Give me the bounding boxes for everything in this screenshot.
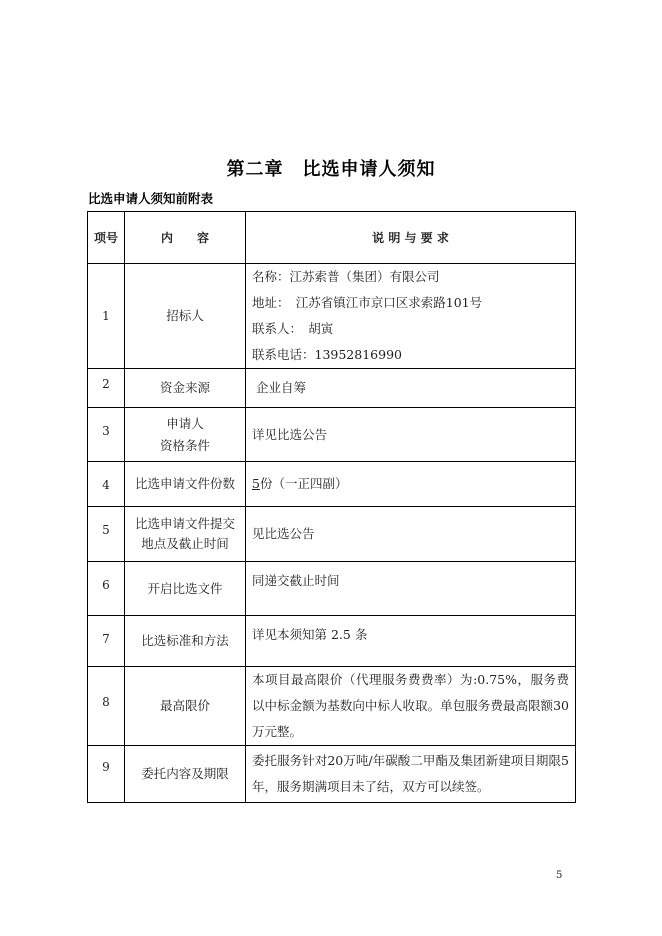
table-row [88,667,576,746]
row-item: 资金来源 [125,369,246,408]
chapter-title: 第二章 比选申请人须知 [226,159,436,180]
table-title: 比选申请人须知前附表 [88,191,214,206]
row-no: 5 [88,507,125,562]
row-item: 最高限价 [125,667,246,746]
row-no: 7 [88,616,125,667]
row-no: 2 [88,369,125,408]
header-desc: 说 明 与 要 求 [246,212,576,264]
table-row [88,264,576,369]
table-header [88,212,576,264]
row-desc: 见比选公告 [246,507,576,562]
desc-line: 名称：江苏索普（集团）有限公司 [252,269,440,284]
desc-line: 地址： 江苏省镇江市京口区求索路101号 [252,295,483,310]
row-desc: 详见本须知第 2.5 条 [246,616,576,667]
desc-line: 联系电话：13952816990 [252,347,402,362]
table-row [88,616,576,667]
row-item: 招标人 [125,264,246,369]
row-desc: 企业自筹 [246,369,576,408]
row-item: 申请人 资格条件 [125,408,246,462]
copies-text: 份（一正四副） [259,476,348,491]
requirements-table [87,211,576,803]
row-item: 比选标准和方法 [125,616,246,667]
row-no: 4 [88,462,125,507]
row-no: 9 [88,746,125,803]
desc-line: 联系人： 胡寅 [252,321,334,336]
row-desc: 本项目最高限价（代理服务费费率）为:0.75%，服务费以中标金额为基数向中标人收取。单包服务费最高限额30万元整。 [246,667,576,746]
page-number: 5 [556,870,563,881]
row-desc [246,462,576,507]
row-item: 开启比选文件 [125,562,246,616]
table-row [88,369,576,408]
row-item: 比选申请文件提交地点及截止时间 [125,507,246,562]
table-row [88,746,576,803]
row-no: 6 [88,562,125,616]
row-no: 1 [88,264,125,369]
table-row [88,408,576,462]
row-no: 8 [88,667,125,746]
row-desc [246,264,576,369]
row-item: 比选申请文件份数 [125,462,246,507]
row-desc: 委托服务针对20万吨/年碳酸二甲酯及集团新建项目期限5年，服务期满项目未了结，双方可以续签。 [246,746,576,803]
row-desc: 详见比选公告 [246,408,576,462]
table-row [88,462,576,507]
row-item: 委托内容及期限 [125,746,246,803]
row-no: 3 [88,408,125,462]
copies-count: 5 [252,476,260,491]
row-desc: 同递交截止时间 [246,562,576,616]
table-row [88,562,576,616]
table-row [88,507,576,562]
header-content: 内 容 [125,212,246,264]
header-no: 项号 [88,212,125,264]
